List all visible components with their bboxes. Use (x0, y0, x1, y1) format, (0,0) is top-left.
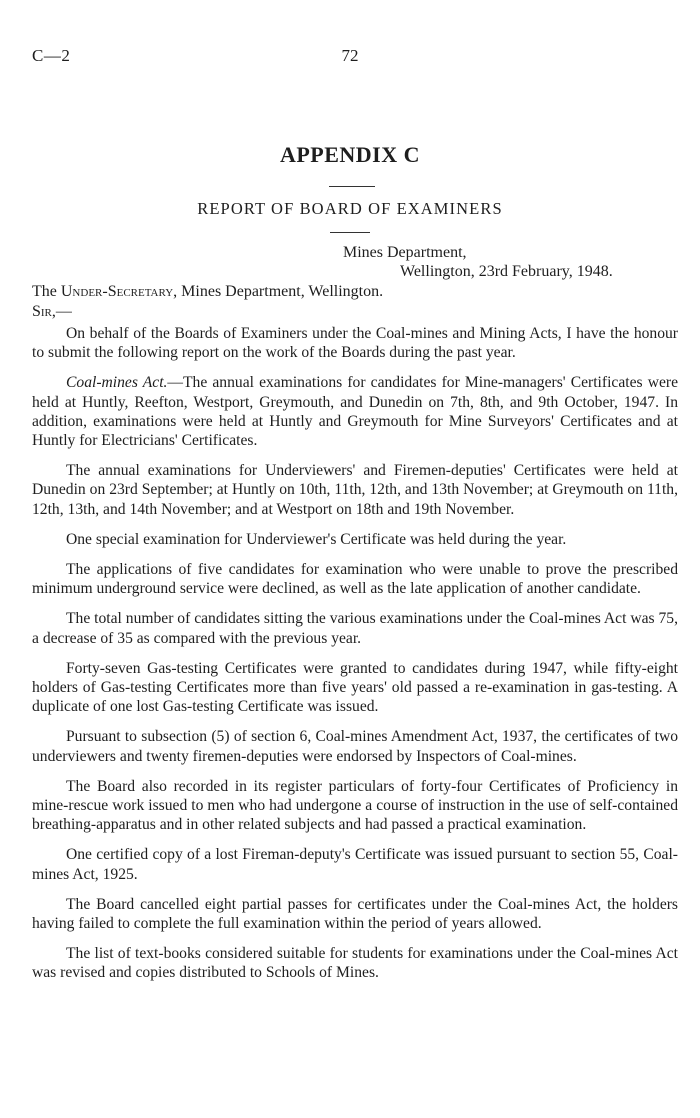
report-heading: REPORT OF BOARD OF EXAMINERS (197, 199, 503, 218)
paragraph-text: The list of text-books considered suitable for students for examinations under the Coal-mines Act was revised and copies distributed to Schools of Mines. (32, 945, 678, 982)
addressee-suffix: , Mines Department, Wellington. (173, 283, 384, 300)
addressee-prefix: The (32, 283, 61, 300)
paragraph-text: The annual examinations for Underviewers' and Firemen-deputies' Certificates were held at Dunedin on 23rd September; at Huntly on 10th, 11th, 12th, and 13th November; at Greymouth on 11th, 12th, 13th, and 14th November; and at Westport on 18th and 19th November. (32, 462, 678, 518)
addressee-line (32, 283, 383, 301)
salutation: Sir,— (32, 303, 72, 320)
addressee-title: Under-Secretary (60, 283, 174, 300)
heading-divider (330, 232, 370, 233)
paragraph (32, 845, 678, 883)
paragraph-text: Pursuant to subsection (5) of section 6, Coal-mines Amendment Act, 1937, the certificates of two underviewers and twenty firemen-deputies were endorsed by Inspectors of Coal-mines. (32, 728, 678, 765)
paragraph (32, 530, 678, 549)
paragraph (32, 324, 678, 362)
paragraph-text: The Board also recorded in its register particulars of forty-four Certificates of Proficiency in mine-rescue work issued to men who had undergone a course of instruction in the use of self-contained breathing-apparatus and in other related subjects and had passed a practical examination. (32, 777, 678, 834)
paragraph (32, 659, 678, 717)
paragraph (32, 609, 678, 647)
paragraph (32, 895, 678, 933)
paragraph (32, 560, 678, 598)
paragraph (32, 727, 678, 765)
paragraph-text: The Board cancelled eight partial passes for certificates under the Coal-mines Act, the holders having failed to complete the full examination within the period of years allowed. (32, 895, 678, 933)
paragraph (32, 944, 678, 982)
paragraph-text: The total number of candidates sitting the various examinations under the Coal-mines Act was 75, a decrease of 35 as compared with the previous year. (32, 610, 678, 647)
appendix-title: APPENDIX C (279, 142, 421, 167)
paragraph (32, 461, 678, 519)
address-department: Mines Department, (343, 244, 467, 261)
paragraph-text: Forty-seven Gas-testing Certificates were granted to candidates during 1947, while fifty-eight holders of Gas-testing Certificates more than five years' old passed a re-examination in gas-testing. A duplicate of one lost Gas-testing Certificate was issued. (32, 659, 678, 716)
paragraph-text: The applications of five candidates for examination who were unable to prove the prescribed minimum underground service were declined, as well as the late application of another candidate. (32, 561, 678, 598)
paragraph-text: —The annual examinations for candidates for Mine-managers' Certificates were held at Huntly, Reefton, Westport, Greymouth, and Dunedin on 7th, 8th, and 9th October, 1947. In addition, examinations were held at Huntly and Greymouth for Mine Surveyors' Certificates and at Huntly for Electricians' Certificates. (32, 374, 678, 450)
paragraph (32, 777, 678, 835)
address-place-date: Wellington, 23rd February, 1948. (400, 263, 613, 280)
page-number: 72 (341, 46, 359, 65)
paragraph-text: One certified copy of a lost Fireman-deputy's Certificate was issued pursuant to section 55, Coal-mines Act, 1925. (32, 846, 678, 883)
title-divider (329, 186, 375, 187)
paragraph-text: On behalf of the Boards of Examiners under the Coal-mines and Mining Acts, I have the honour to submit the following report on the work of the Boards during the past year. (32, 325, 678, 362)
paragraph-text: One special examination for Underviewer's Certificate was held during the year. (66, 530, 567, 548)
section-lead: Coal-mines Act. (66, 374, 168, 392)
report-body (32, 324, 678, 983)
page-code: C—2 (32, 46, 71, 65)
paragraph (32, 373, 678, 450)
